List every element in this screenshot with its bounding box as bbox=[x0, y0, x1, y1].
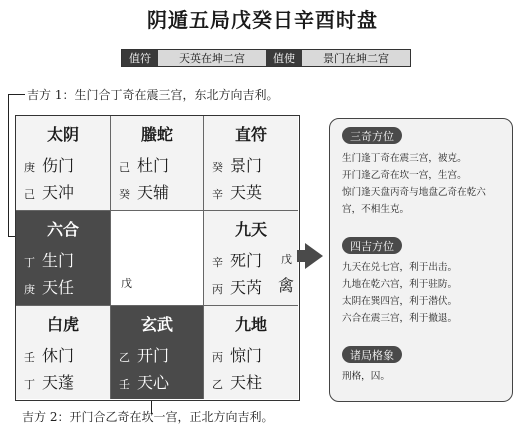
earth-stem: 癸 bbox=[119, 188, 130, 201]
section-line: 宫，不相生克。 bbox=[342, 204, 410, 215]
palace-star: 天柱 bbox=[230, 373, 263, 392]
heaven-stem: 辛 bbox=[212, 256, 223, 269]
section-line: 生门逢丁奇在震三宫，被克。 bbox=[342, 153, 467, 164]
palace-star: 天心 bbox=[137, 373, 170, 392]
section-title-patterns: 诸局格象 bbox=[342, 346, 402, 363]
palace-zhen-3 bbox=[16, 211, 111, 306]
section-line: 六合在震三宫，利于撤退。 bbox=[342, 313, 458, 324]
duty-star-value: 天英在坤二宫 bbox=[158, 50, 266, 66]
explanation-panel bbox=[329, 118, 513, 402]
palace-god: 九地 bbox=[234, 315, 267, 334]
section-line: 惊门逢天盘丙奇与地盘乙奇在乾六 bbox=[342, 187, 486, 198]
palace-kan-1 bbox=[111, 306, 204, 399]
leader-line-1-vertical bbox=[8, 94, 9, 236]
earth-stem: 己 bbox=[24, 188, 35, 201]
palace-god: 螣蛇 bbox=[140, 125, 173, 144]
section-line: 太阴在巽四宫，利于潜伏。 bbox=[342, 296, 458, 307]
heaven-stem: 癸 bbox=[212, 161, 223, 174]
palace-door: 杜门 bbox=[137, 156, 170, 175]
earth-stem: 壬 bbox=[119, 378, 130, 391]
palace-door: 死门 bbox=[230, 251, 263, 270]
palace-center-5 bbox=[111, 211, 204, 306]
palace-door: 开门 bbox=[137, 346, 170, 365]
palace-kun-2 bbox=[204, 116, 298, 211]
auspicious-note-1: 吉方 1：生门合丁奇在震三宫，东北方向吉利。 bbox=[27, 88, 279, 102]
duty-door-value: 景门在坤二宫 bbox=[302, 50, 410, 66]
palace-door: 景门 bbox=[230, 156, 263, 175]
heaven-stem: 丁 bbox=[24, 256, 35, 269]
palace-god: 白虎 bbox=[46, 315, 79, 334]
heaven-stem: 己 bbox=[119, 161, 130, 174]
palace-star: 天冲 bbox=[42, 183, 75, 202]
palace-star: 天辅 bbox=[137, 183, 170, 202]
palace-star: 天芮 bbox=[230, 278, 263, 297]
palace-star: 天英 bbox=[230, 183, 263, 202]
palace-door: 休门 bbox=[42, 346, 75, 365]
palace-star: 天蓬 bbox=[42, 373, 75, 392]
leader-line-1 bbox=[8, 94, 25, 95]
palace-god: 太阴 bbox=[46, 125, 79, 144]
palace-star: 天任 bbox=[42, 278, 75, 297]
heaven-stem: 庚 bbox=[24, 161, 35, 174]
auspicious-note-2: 吉方 2：开门合乙奇在坎一宫，正北方向吉利。 bbox=[22, 410, 274, 424]
palace-li-9 bbox=[111, 116, 204, 211]
earth-stem: 庚 bbox=[24, 283, 35, 296]
earth-stem: 丁 bbox=[24, 378, 35, 391]
earth-stem: 丙 bbox=[212, 283, 223, 296]
heaven-stem: 壬 bbox=[24, 351, 35, 364]
parasitic-stem: 戊 bbox=[281, 253, 292, 266]
palace-qian-6 bbox=[204, 306, 298, 399]
section-line: 开门逢乙奇在坎一宫，生宫。 bbox=[342, 170, 467, 181]
heaven-stem: 丙 bbox=[212, 351, 223, 364]
section-line: 刑格，囚。 bbox=[342, 371, 390, 382]
section-title-four-auspicious: 四吉方位 bbox=[342, 237, 402, 254]
right-arrow-icon bbox=[305, 243, 323, 269]
palace-door: 生门 bbox=[42, 251, 75, 270]
palace-xun-4 bbox=[16, 116, 111, 211]
center-stem: 戊 bbox=[121, 277, 132, 290]
palace-god: 直符 bbox=[234, 125, 267, 144]
palace-door: 伤门 bbox=[42, 156, 75, 175]
heaven-stem: 乙 bbox=[119, 351, 130, 364]
section-line: 九天在兑七宫，利于出击。 bbox=[342, 262, 458, 273]
palace-god: 玄武 bbox=[140, 315, 173, 334]
palace-door: 惊门 bbox=[230, 346, 263, 365]
parasitic-star: 禽 bbox=[277, 276, 294, 295]
palace-gen-8 bbox=[16, 306, 111, 399]
earth-stem: 辛 bbox=[212, 188, 223, 201]
section-line: 九地在乾六宫，利于驻防。 bbox=[342, 279, 458, 290]
section-title-three-wonders: 三奇方位 bbox=[342, 127, 402, 144]
earth-stem: 乙 bbox=[212, 378, 223, 391]
palace-dui-7 bbox=[204, 211, 298, 306]
duty-door-label: 值使 bbox=[266, 50, 302, 66]
duty-star-label: 值符 bbox=[122, 50, 158, 66]
page-title: 阴遁五局戊癸日辛酉时盘 bbox=[147, 8, 378, 32]
palace-grid bbox=[15, 115, 300, 401]
palace-god: 九天 bbox=[234, 220, 267, 239]
duty-info-bar bbox=[121, 49, 411, 67]
palace-god: 六合 bbox=[46, 220, 79, 239]
